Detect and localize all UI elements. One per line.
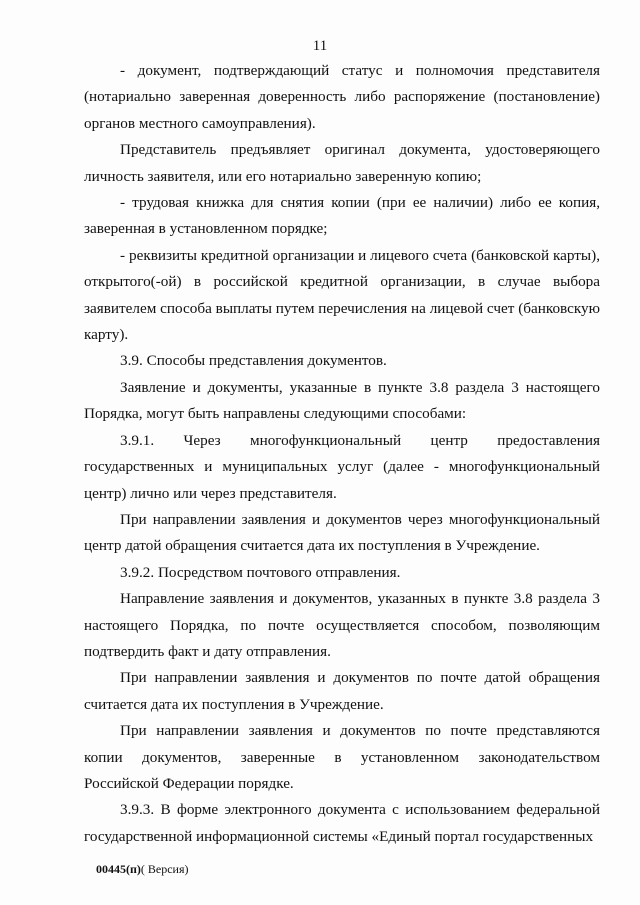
paragraph-representative-presents: Представитель предъявляет оригинал документа, удостоверяющего личность заявителя, или его нотариально заверенную копию; <box>84 141 600 185</box>
document-footer <box>96 862 189 877</box>
subsection-3-9-3: 3.9.3. В форме электронного документа с использованием федеральной государственной информационной системы «Единый портал государственных <box>84 801 600 845</box>
footer-version: ( Версия) <box>140 862 189 876</box>
paragraph-submission-methods: Заявление и документы, указанные в пункте 3.8 раздела 3 настоящего Порядка, могут быть направлены следующими способами: <box>84 378 600 423</box>
paragraph-bank-details: - реквизиты кредитной организации и лицевого счета (банковской карты), открытого(-ой) в российской кредитной организации, в случае выбора заявителем способа выплаты путем перечисления на лицевой счет (банковскую карту). <box>84 246 600 344</box>
subsection-3-9-2: 3.9.2. Посредством почтового отправления. <box>120 563 401 581</box>
paragraph-representative-document: - документ, подтверждающий статус и полномочия представителя (нотариально заверенная доверенность либо распоряжение (постановление) органов местного самоуправления). <box>84 62 600 132</box>
paragraph-work-book: - трудовая книжка для снятия копии (при ее наличии) либо ее копия, заверенная в установленном порядке; <box>84 194 600 238</box>
document-body <box>84 58 600 850</box>
subsection-3-9-1: 3.9.1. Через многофункциональный центр предоставления государственных и муниципальных услуг (далее - многофункциональный центр) лично или через представителя. <box>84 431 600 502</box>
paragraph-postal-sending: Направление заявления и документов, указанных в пункте 3.8 раздела 3 настоящего Порядка, по почте осуществляется способом, позволяющим подтвердить факт и дату отправления. <box>84 590 600 660</box>
section-heading-3-9: 3.9. Способы представления документов. <box>120 352 387 370</box>
paragraph-postal-date: При направлении заявления и документов по почте датой обращения считается дата их поступления в Учреждение. <box>84 669 600 713</box>
footer-code: 00445(п) <box>96 862 141 876</box>
page-number: 11 <box>312 38 328 54</box>
paragraph-mfc-date: При направлении заявления и документов через многофункциональный центр датой обращения считается дата их поступления в Учреждение. <box>84 510 600 555</box>
paragraph-postal-copies: При направлении заявления и документов по почте представляются копии документов, заверенные в установленном законодательством Российской Федерации порядке. <box>84 722 600 792</box>
